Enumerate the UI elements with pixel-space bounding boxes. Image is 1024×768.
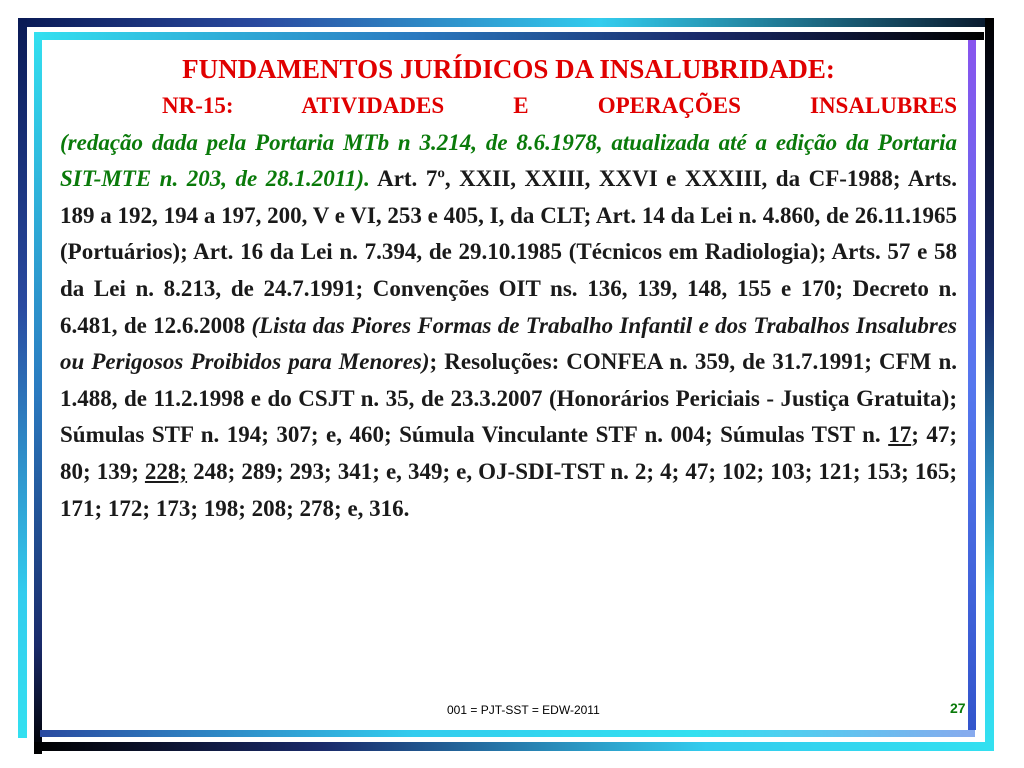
body-italic-note: (Lista das Piores Formas de Trabalho Infantil e dos Trabalhos Insalubres ou Perigosos Proibidos para Menores): [60, 312, 957, 375]
slide-content: [60, 50, 957, 527]
right-outer-border-bar: [985, 18, 994, 742]
body-text-part3: ; 47; 80; 139;: [60, 422, 957, 484]
left-inner-border-bar: [34, 32, 42, 754]
slide-subtitle: NR-15: ATIVIDADES E OPERAÇÕES INSALUBRES: [162, 93, 957, 118]
slide-body-paragraph: [60, 125, 957, 528]
top-outer-border-bar: [18, 18, 988, 27]
body-text-part2: ; Resoluções: CONFEA n. 359, de 31.7.1991; CFM n. 1.488, de 11.2.1998 e do CSJT n. 35, de 23.3.2007 (Honorários Periciais - Justiça Gratuita); Súmulas STF n. 194; 307; e, 460; Súmula Vinculante STF n. 004; Súmulas TST n.: [60, 349, 957, 448]
bottom-outer-border-bar: [34, 742, 994, 751]
redacao-note: (redação dada pela Portaria MTb n 3.214, de 8.6.1978, atualizada até a edição da Portaria SIT-MTE n. 203, de 28.1.2011).: [60, 129, 957, 192]
sumula-17-underlined: 17: [888, 422, 912, 448]
top-inner-border-bar: [34, 32, 984, 40]
left-outer-border-bar: [18, 18, 27, 738]
footer-text: 001 = PJT-SST = EDW-2011: [447, 703, 600, 717]
bottom-inner-border-bar: [40, 730, 975, 737]
right-inner-border-bar: [968, 40, 976, 730]
body-text-part1: Art. 7º, XXII, XXIII, XXVI e XXXIII, da CF-1988; Arts. 189 a 192, 194 a 197, 200, V e VI, 253 e 405, I, da CLT; Art. 14 da Lei n. 4.860, de 26.11.1965 (Portuários); Art. 16 da Lei n. 7.394, de 29.10.1985 (Técnicos em Radiologia); Arts. 57 e 58 da Lei n. 8.213, de 24.7.1991; Convenções OIT ns. 136, 139, 148, 155 e 170; Decreto n. 6.481, de 12.6.2008: [60, 166, 957, 338]
slide-title: FUNDAMENTOS JURÍDICOS DA INSALUBRIDADE:: [182, 54, 835, 84]
page-number: 27: [950, 700, 966, 716]
sumula-228-underlined: 228;: [144, 458, 188, 484]
body-text-part4: 248; 289; 293; 341; e, 349; e, OJ-SDI-TST n. 2; 4; 47; 102; 103; 121; 153; 165; 171; 172; 173; 198; 208; 278; e, 316.: [60, 458, 957, 521]
